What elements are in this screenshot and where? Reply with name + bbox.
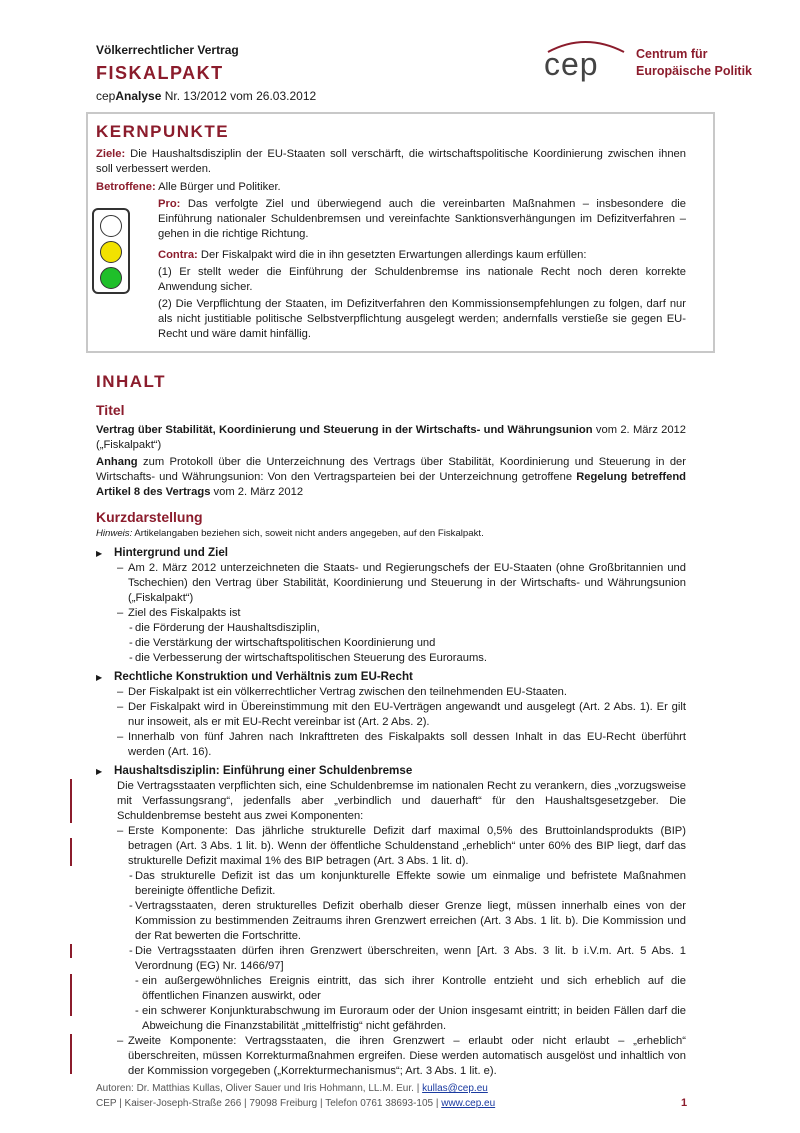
dash-marker: – [117,825,124,837]
ziele-label: Ziele: [96,148,126,160]
pro-text: Das verfolgte Ziel und überwiegend auch die vereinbarten Maßnahmen – insbesondere die Einführung nationaler Schuldenbremsen und vereinfachte Sanktionsverhängungen im Defizitverfahren – gehen in die richtige Richtung. [158,198,686,241]
contra-point-2: (2) Die Verpflichtung der Staaten, im Defizitverfahren den Kommissionsempfehlungen zu folgen, darf nur als nicht justitiable politische Selbstverpflichtung ausgelegt werden; andernfalls verstieße sie gegen EU-Recht und wäre damit hinfällig. [158,298,686,341]
titel-paragraph [96,423,686,453]
s1-item-2b: die Verstärkung der wirtschaftspolitischen Koordinierung und [135,637,436,649]
page-number: 1 [681,1097,688,1109]
traffic-light-middle-lamp [100,241,122,263]
hinweis-text: Artikelangaben beziehen sich, soweit nicht anders angegeben, auf den Fiskalpakt. [132,528,484,539]
titel-heading: Titel [96,402,125,418]
org-line-1: Centrum für [636,47,708,61]
pro-paragraph [158,197,686,243]
section-2-title: Rechtliche Konstruktion und Verhältnis zum EU-Recht [114,670,413,683]
hinweis-note [96,528,686,539]
traffic-light-icon [92,208,130,294]
organization-name [636,46,752,80]
logo-text: cep [544,46,599,82]
s1-item-1: Am 2. März 2012 unterzeichneten die Staats- und Regierungschefs der EU-Staaten (ohne Großbritannien und Tschechien) den Vertrag über Stabilität, Koordinierung und Steuerung in der Wirtschafts- und Währungsunion („Fiskalpakt“) [128,562,686,604]
betroffene-label: Betroffene: [96,181,156,193]
dash-marker: – [117,731,124,743]
s2-item-2: Der Fiskalpakt wird in Übereinstimmung mit den EU-Verträgen angewandt und ausgelegt (Art. 2 Abs. 1). Er gilt nur insoweit, als er mit EU-Recht vereinbar ist (Art. 2 Abs. 2). [128,701,686,728]
titel-bold: Vertrag über Stabilität, Koordinierung und Steuerung in der Wirtschafts- und Währungsunion [96,424,593,436]
hinweis-label: Hinweis: [96,528,133,539]
section-bullet-icon: ▶ [96,549,103,558]
subdash-marker: - [135,975,139,987]
s3-item-1c2: ein schwerer Konjunkturabschwung im Euroraum oder der Union insgesamt eintritt; in beiden Fällen darf die Abweichung die Finanzstabilität „mittelfristig“ nicht gefährden. [142,1005,686,1032]
margin-change-bar [70,838,72,866]
anhang-bold: Anhang [96,456,138,468]
inhalt-heading: INHALT [96,372,167,391]
org-line-2: Europäische Politik [636,64,753,78]
meta-bold: Analyse [115,89,162,103]
titel-rest: vom 2. März 2012 („Fiskalpakt“) [96,424,686,452]
kernpunkte-heading: KERNPUNKTE [96,122,230,141]
dash-marker: – [117,701,124,713]
analysis-meta [96,89,316,103]
document-title: FISKALPAKT [96,63,224,83]
s1-item-2c: die Verbesserung der wirtschaftspolitischen Steuerung des Euroraums. [135,652,487,664]
s2-item-3: Innerhalb von fünf Jahren nach Inkrafttreten des Fiskalpakts soll dessen Inhalt in das EU-Recht überführt werden (Art. 16). [128,731,686,758]
footer-address [96,1098,495,1109]
ziele-text: Die Haushaltsdisziplin der EU-Staaten soll verschärft, die wirtschaftspolitische Koordinierung zwischen ihnen soll verbessert werden. [96,148,686,176]
footer-web-link[interactable]: www.cep.eu [441,1098,496,1109]
s3-item-1a: Das strukturelle Defizit ist das um konjunkturelle Effekte sowie um einmalige und befristete Maßnahmen bereinigte öffentliche Defizit. [135,870,686,897]
contra-paragraph [158,248,686,263]
section-bullet-icon: ▶ [96,767,103,776]
kurzdarstellung-heading: Kurzdarstellung [96,509,203,525]
subdash-marker: - [135,1005,139,1017]
margin-change-bar [70,1034,72,1074]
subdash-marker: - [129,900,133,912]
s3-item-1: Erste Komponente: Das jährliche strukturelle Defizit darf maximal 0,5% des Bruttoinlandsprodukts (BIP) betragen (Art. 3 Abs. 1 lit. b). Wenn der öffentliche Schuldenstand „erheblich“ unter 60% des BIP liegt, darf das strukturelle Defizit maximal 1% des BIP betragen (Art. 3 Abs. 1 lit. d). [128,825,686,867]
subdash-marker: - [129,622,133,634]
footer-email-link[interactable]: kullas@cep.eu [422,1083,488,1094]
ziele-paragraph [96,147,686,177]
s3-item-1c1: ein außergewöhnliches Ereignis eintritt, das sich ihrer Kontrolle entzieht und sich erheblich auf die öffentlichen Finanzen auswirkt, oder [142,975,686,1002]
s1-item-2: Ziel des Fiskalpakts ist [128,607,241,619]
dash-marker: – [117,607,124,619]
traffic-light-bottom-lamp [100,267,122,289]
document-kicker: Völkerrechtlicher Vertrag [96,43,239,57]
dash-marker: – [117,686,124,698]
margin-change-bar [70,779,72,823]
s2-item-1: Der Fiskalpakt ist ein völkerrechtlicher Vertrag zwischen den teilnehmenden EU-Staaten. [128,686,568,698]
contra-label: Contra: [158,249,198,261]
anhang-text: zum Protokoll über die Unterzeichnung des Vertrags über Stabilität, Koordinierung und Steuerung in der Wirtschafts- und Währungsunion: Von den Vertragsparteien bei der Unterzeichnung getroffene [96,456,686,484]
s1-item-2a: die Förderung der Haushaltsdisziplin, [135,622,320,634]
meta-rest: Nr. 13/2012 vom 26.03.2012 [161,89,317,103]
anhang-paragraph [96,455,686,501]
contra-point-1: (1) Er stellt weder die Einführung der Schuldenbremse ins nationale Recht noch deren korrekte Anwendung sicher. [158,266,686,294]
subdash-marker: - [129,637,133,649]
dash-marker: – [117,562,124,574]
anhang-bold-2: Regelung betreffend Artikel 8 des Vertrags [96,471,686,499]
margin-change-bar [70,974,72,1016]
footer-authors [96,1083,488,1094]
footer-address-text: CEP | Kaiser-Joseph-Straße 266 | 79098 Freiburg | Telefon 0761 38693-105 | [96,1098,442,1109]
s3-item-1c: Die Vertragsstaaten dürfen ihren Grenzwert überschreiten, wenn [Art. 3 Abs. 3 lit. b i.V.m. Art. 5 Abs. 1 Verordnung (EG) Nr. 1466/97] [135,945,686,972]
footer-authors-text: Autoren: Dr. Matthias Kullas, Oliver Sauer und Iris Hohmann, LL.M. Eur. | [96,1083,423,1094]
betroffene-paragraph [96,180,686,195]
traffic-light-top-lamp [100,215,122,237]
contra-text: Der Fiskalpakt wird die in ihn gesetzten Erwartungen allerdings kaum erfüllen: [197,249,587,261]
subdash-marker: - [129,652,133,664]
meta-prefix: cep [96,89,116,103]
subdash-marker: - [129,945,133,957]
dash-marker: – [117,1035,124,1047]
margin-change-bar [70,944,72,958]
section-1-title: Hintergrund und Ziel [114,546,228,559]
section-3-title: Haushaltsdisziplin: Einführung einer Schuldenbremse [114,764,413,777]
pro-label: Pro: [158,198,181,210]
betroffene-text: Alle Bürger und Politiker. [155,181,281,193]
anhang-rest: vom 2. März 2012 [210,486,304,499]
s3-item-1b: Vertragsstaaten, deren strukturelles Defizit oberhalb dieser Grenze liegt, müssen innerhalb eines von der Kommission zu bestimmenden Zeitraums ihren Grenzwert erreichen (Art. 3 Abs. 1 lit. b). Die Kommission und der Rat bewerten die Fortschritte. [135,900,686,942]
subdash-marker: - [129,870,133,882]
s3-intro: Die Vertragsstaaten verpflichten sich, eine Schuldenbremse im nationalen Recht zu verankern, dies „vorzugsweise mit Verfassungsrang“, jedenfalls aber „verbindlich und dauerhaft“ für den Haushaltsgesetzgeber. Die Schuldenbremse besteht aus zwei Komponenten: [117,780,686,822]
section-bullet-icon: ▶ [96,673,103,682]
s3-item-2: Zweite Komponente: Vertragsstaaten, die ihren Grenzwert – erlaubt oder nicht erlaubt – „erheblich“ überschreiten, müssen Korrekturmaßnahmen ergreifen. Diese werden automatisch ausgelöst und inhaltlich von der Kommission vorgegeben („Korrekturmechanismus“; Art. 3 Abs. 1 lit. e). [128,1035,686,1077]
